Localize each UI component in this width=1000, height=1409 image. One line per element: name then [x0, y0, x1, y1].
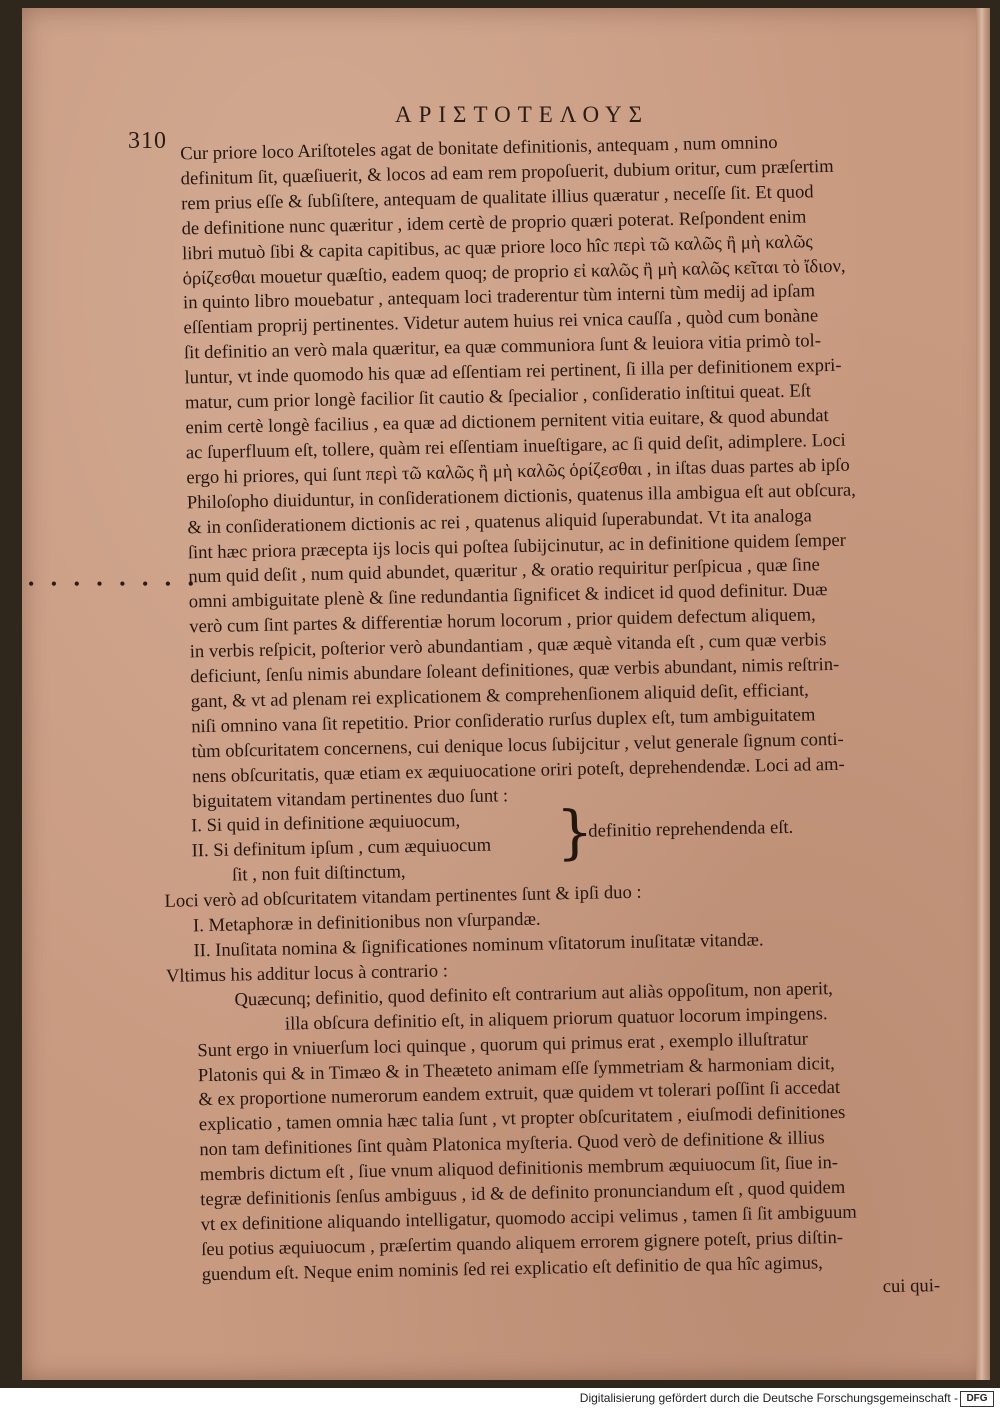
- list-item: II. Inuſitata nomina & ſignificationes nominum vſitatorum inuſitatæ vitandæ.: [193, 929, 764, 962]
- text-line: ergo hi priores, qui ſunt περὶ τῶ καλῶς ἢ μὴ καλῶς ὁρίζεσθαι , in iſtas duas partes ab ipſo: [186, 454, 850, 489]
- brace-icon: }: [555, 798, 594, 867]
- text-line: rem prius eſſe & ſubſiſtere, antequam de qualitate illius quæratur , neceſſe ſit. Et quod: [180, 181, 814, 215]
- margin-dots: • • • • • • • •: [28, 574, 200, 594]
- text-line: definitum ſit, quæſiuerit, & locos ad eam rem propoſuerit, dubium oritur, cum præſertim: [180, 155, 834, 190]
- text-line: enim certè longè facilius , ea quæ ad dictionem pernitent vitia euitare, & quod abundat: [185, 404, 829, 439]
- text-line: eſſentiam proprij pertinentes. Videtur autem huius rei vnica cauſſa , quòd cum bonàne: [183, 305, 819, 339]
- text-line: ac ſuperfluum eſt, tollere, quàm rei eſſentiam inueſtigare, ac ſi quid deſit, adimplere. Loci: [185, 429, 846, 464]
- text-line: Cur priore loco Ariſtoteles agat de bonitate definitionis, antequam , num omnino: [180, 131, 778, 165]
- text-line: tegræ definitionis ſenſus ambiguus , id & de definito pronunciandum eſt , quod quidem: [200, 1176, 846, 1211]
- list-item: II. Si definitum ipſum , cum æquiuocum: [191, 834, 492, 862]
- text-line: verò cum ſint partes & differentiæ horum locorum , prior quidem defectum aliquem,: [189, 604, 816, 638]
- transition-line: Vltimus his additur locus à contrario :: [165, 960, 449, 987]
- text-line: num quid deſit , num quid abundet, quæritur , & oratio requiritur perſpicua , quæ ſine: [188, 554, 820, 588]
- text-line: matur, cum prior longè facilior ſit cautio & ſpecialior , conſideratio inſtitui queat. Eſt: [184, 380, 812, 414]
- text-line: membris dictum eſt , ſiue vnum aliquod definitionis membrum æquiuocum ſit, ſiue in-: [199, 1152, 839, 1186]
- ambiguity-list: [163, 800, 954, 890]
- text-line: ſit definitio an verò mala quæritur, ea quæ communiora ſunt & leuiora vitia primò tol-: [183, 330, 822, 364]
- text-line: in quinto libro mouebatur , antequam loci traderentur tùm interni tùm medij ad ipſam: [182, 280, 816, 314]
- text-line: & ex proportione numerorum eandem extruit, quæ quidem vt tolerari poſſint ſi accedat: [198, 1077, 841, 1111]
- brace-conclusion: definitio reprehendenda eſt.: [588, 817, 794, 843]
- text-line: Platonis qui & in Timæo & in Theæteto animam eſſe ſymmetriam & harmoniam dicit,: [197, 1052, 835, 1086]
- text-line: deficiunt, ſenſu nimis abundare ſoleant definitiones, quæ verbis abundant, nimis reſtrin-: [190, 653, 840, 688]
- catchword: cui qui-: [882, 1274, 941, 1297]
- list-item: I. Metaphoræ in definitionibus non vſurpandæ.: [192, 908, 541, 937]
- text-line: in verbis reſpicit, poſterior verò abundantiam , quæ æquè vitanda eſt , cum quæ verbis: [189, 629, 827, 663]
- dfg-logo-icon: DFG: [960, 1391, 994, 1407]
- text-line: & in conſiderationem dictionis ac rei , quatenus aliquid ſuperabundat. Vt ita analoga: [187, 504, 812, 538]
- text-line: ſeu potius æquiuocum , præſertim quando aliquem errorem gignere poteſt, prius diſtin-: [201, 1226, 844, 1261]
- text-line: vt ex definitione aliquando intelligatur, quomodo accipi velimus , tamen ſi ſit ambiguum: [200, 1201, 857, 1236]
- rule-line: illa obſcura definitio eſt, in aliquem priorum quatuor locorum impingens.: [284, 1002, 828, 1035]
- running-head: ΑΡΙΣΤΟΤΕΛΟΥΣ: [395, 102, 649, 127]
- footer-bar: [0, 1388, 1000, 1409]
- paragraph-2: [167, 1024, 962, 1288]
- list-item: I. Si quid in definitione æquiuocum,: [190, 810, 461, 837]
- page-number: 310: [128, 128, 167, 154]
- list-item-continuation: ſit , non fuit diſtinctum,: [231, 861, 406, 886]
- transition-line: Loci verò ad obſcuritatem vitandam pertinentes ſunt & ipſi duo :: [164, 881, 642, 913]
- paragraph-1: [150, 128, 953, 816]
- text-line: ſint hæc priora præcepta ijs locis qui poſtea ſubijcinutur, ac in definitione quidem ſemper: [187, 529, 847, 563]
- text-line: Sunt ergo in vniuerſum loci quinque , quorum qui primus erat , exemplo illuſtratur: [197, 1028, 809, 1061]
- text-line: tùm obſcuritatem concernens, cui denique locus ſubijcitur , velut generale ſignum conti-: [191, 728, 844, 763]
- text-line: gant, & vt ad plenam rei explicationem & comprehenſionem aliquid deſit, efficiant,: [190, 679, 810, 713]
- funding-credit: Digitalisierung gefördert durch die Deutsche Forschungsgemeinschaft -: [579, 1391, 958, 1405]
- text-line: nens obſcuritatis, quæ etiam ex æquiuocatione oriri poteſt, deprehendendæ. Loci ad am-: [191, 753, 845, 787]
- page-edge: [976, 8, 990, 1380]
- text-line: explicatio , tamen omnia hæc talia ſunt , vt propter obſcuritatem , eiuſmodi definitiones: [198, 1102, 846, 1136]
- text-line: luntur, vt inde quomodo his quæ ad eſſentiam rei pertinent, ſi illa per definitionem expri-: [184, 354, 842, 389]
- rule-line: Quæcunq; definitio, quod definito eſt contrarium aut aliàs oppoſitum, non aperit,: [234, 977, 834, 1011]
- main-text: [150, 128, 962, 1314]
- text-line: niſi omnino vana ſit repetitio. Prior conſideratio rurſus duplex eſt, tum ambiguitatem: [191, 704, 816, 738]
- text-line: libri mutuò ſibi & capita capitibus, ac quæ priore loco hîc περὶ τῶ καλῶς ἢ μὴ καλῶς: [181, 230, 813, 265]
- text-line: non tam definitiones ſint quàm Platonica myſteria. Quod verò de definitione & illius: [199, 1127, 825, 1161]
- text-line: Philoſopho diuiduntur, in conſiderationem dictionis, quatenus illa ambigua eſt aut obſcura,: [186, 479, 857, 514]
- text-line: omni ambiguitate plenè & ſine redundantia ſignificet & indicet id quod definitur. Duæ: [188, 579, 828, 613]
- text-line: guendum eſt. Neque enim nominis ſed rei explicatio eſt definitio de qua hîc agimus,: [201, 1252, 824, 1285]
- text-line: de definitione nunc quæritur , idem certè de proprio quæri poterat. Reſpondent enim: [181, 206, 807, 240]
- text-line: ὁρίζεσθαι mouetur quæſtio, eadem quoq; de proprio εἰ καλῶς ἢ μὴ καλῶς κεῖται τὸ ἴδιον,: [182, 255, 846, 289]
- text-line: biguitatem vitandam pertinentes duo ſunt :: [192, 784, 509, 812]
